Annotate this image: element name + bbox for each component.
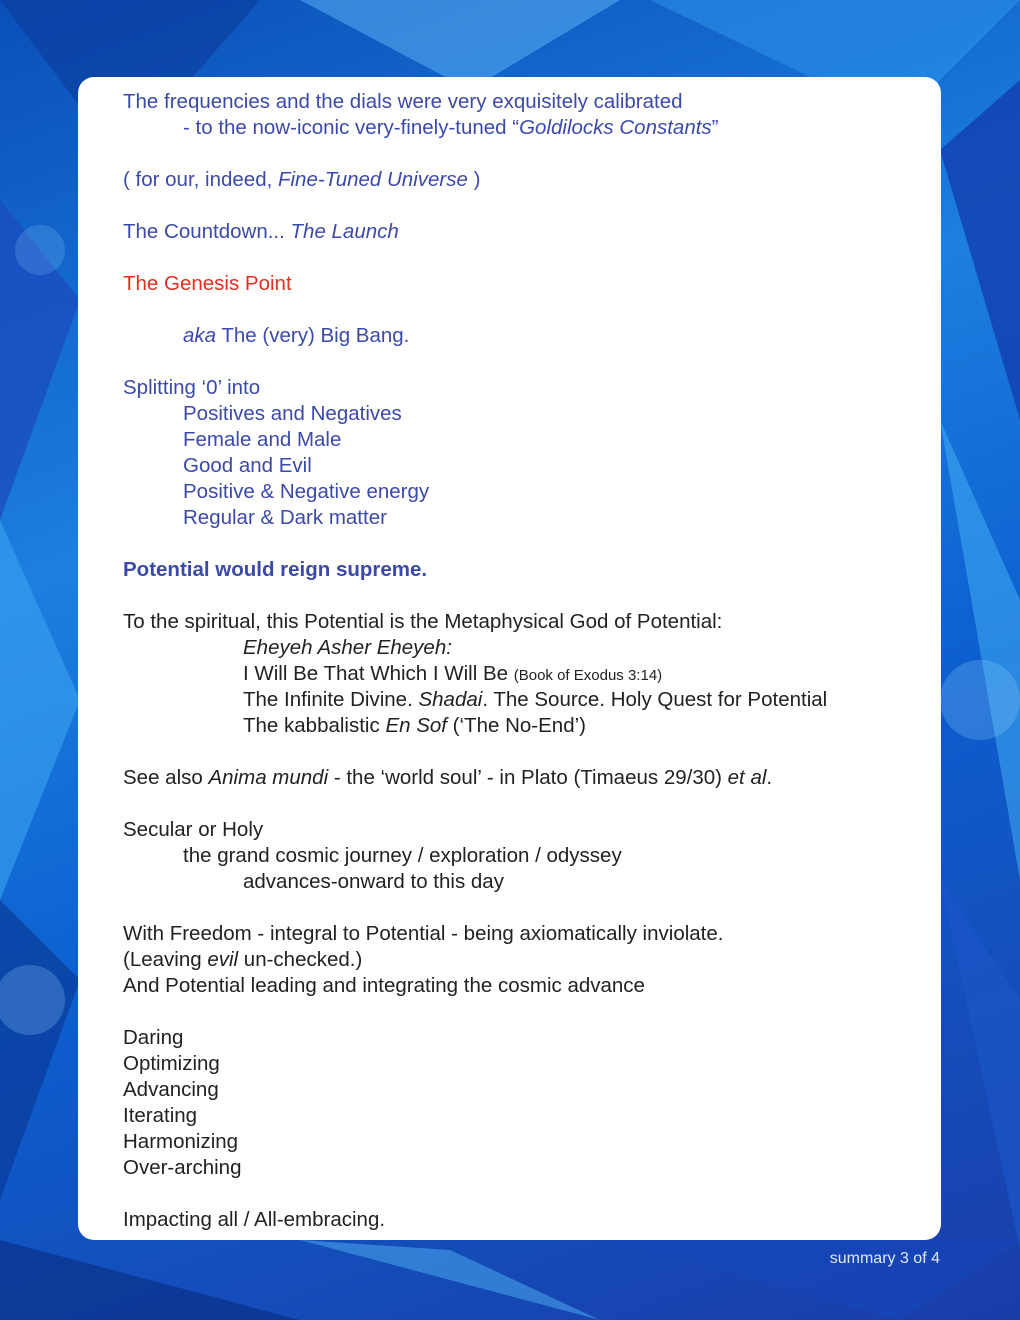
secular-line-3: advances-onward to this day — [243, 870, 504, 893]
spiritual-line-2: I Will Be That Which I Will Be (Book of Exodus 3:14) — [243, 662, 663, 685]
secular-line-2: the grand cosmic journey / exploration / odyssey — [183, 844, 622, 867]
spiritual-line-4: The kabbalistic En Sof (‘The No-End’) — [243, 714, 586, 737]
freedom-line-1: With Freedom - integral to Potential - being axiomatically inviolate. — [123, 922, 724, 945]
verb-item: Iterating — [123, 1104, 198, 1127]
anima-line: See also Anima mundi - the ‘world soul’ - in Plato (Timaeus 29/30) et al. — [123, 766, 773, 789]
spiritual-intro: To the spiritual, this Potential is the Metaphysical God of Potential: — [123, 610, 723, 633]
content-card — [78, 77, 941, 1240]
verb-item: Harmonizing — [123, 1130, 239, 1153]
countdown-line: The Countdown... The Launch — [123, 220, 399, 243]
summary-text — [123, 89, 921, 1233]
intro-line-3: ( for our, indeed, Fine-Tuned Universe ) — [123, 168, 481, 191]
splitting-item: Positives and Negatives — [183, 402, 402, 425]
spiritual-line-3: The Infinite Divine. Shadai. The Source. Holy Quest for Potential — [243, 688, 828, 711]
splitting-item: Good and Evil — [183, 454, 312, 477]
verb-item: Over-arching — [123, 1156, 242, 1179]
splitting-item: Regular & Dark matter — [183, 506, 387, 529]
page-indicator: summary 3 of 4 — [829, 1250, 940, 1267]
secular-line-1: Secular or Holy — [123, 818, 264, 841]
intro-line-1: The frequencies and the dials were very exquisitely calibrated — [123, 90, 683, 113]
splitting-item: Female and Male — [183, 428, 342, 451]
splitting-item: Positive & Negative energy — [183, 480, 430, 503]
genesis-heading: The Genesis Point — [123, 272, 292, 295]
aka-line: aka The (very) Big Bang. — [183, 324, 410, 347]
freedom-line-2: (Leaving evil un-checked.) — [123, 948, 363, 971]
verb-item: Daring — [123, 1026, 184, 1049]
potential-heading: Potential would reign supreme. — [123, 558, 428, 581]
verb-item: Advancing — [123, 1078, 219, 1101]
closing-line: Impacting all / All-embracing. — [123, 1208, 386, 1231]
splitting-title: Splitting ‘0’ into — [123, 376, 261, 399]
freedom-line-3: And Potential leading and integrating the cosmic advance — [123, 974, 645, 997]
intro-line-2: - to the now-iconic very-finely-tuned “Goldilocks Constants” — [183, 116, 719, 139]
verb-item: Optimizing — [123, 1052, 220, 1075]
spiritual-line-1: Eheyeh Asher Eheyeh: — [243, 636, 452, 659]
